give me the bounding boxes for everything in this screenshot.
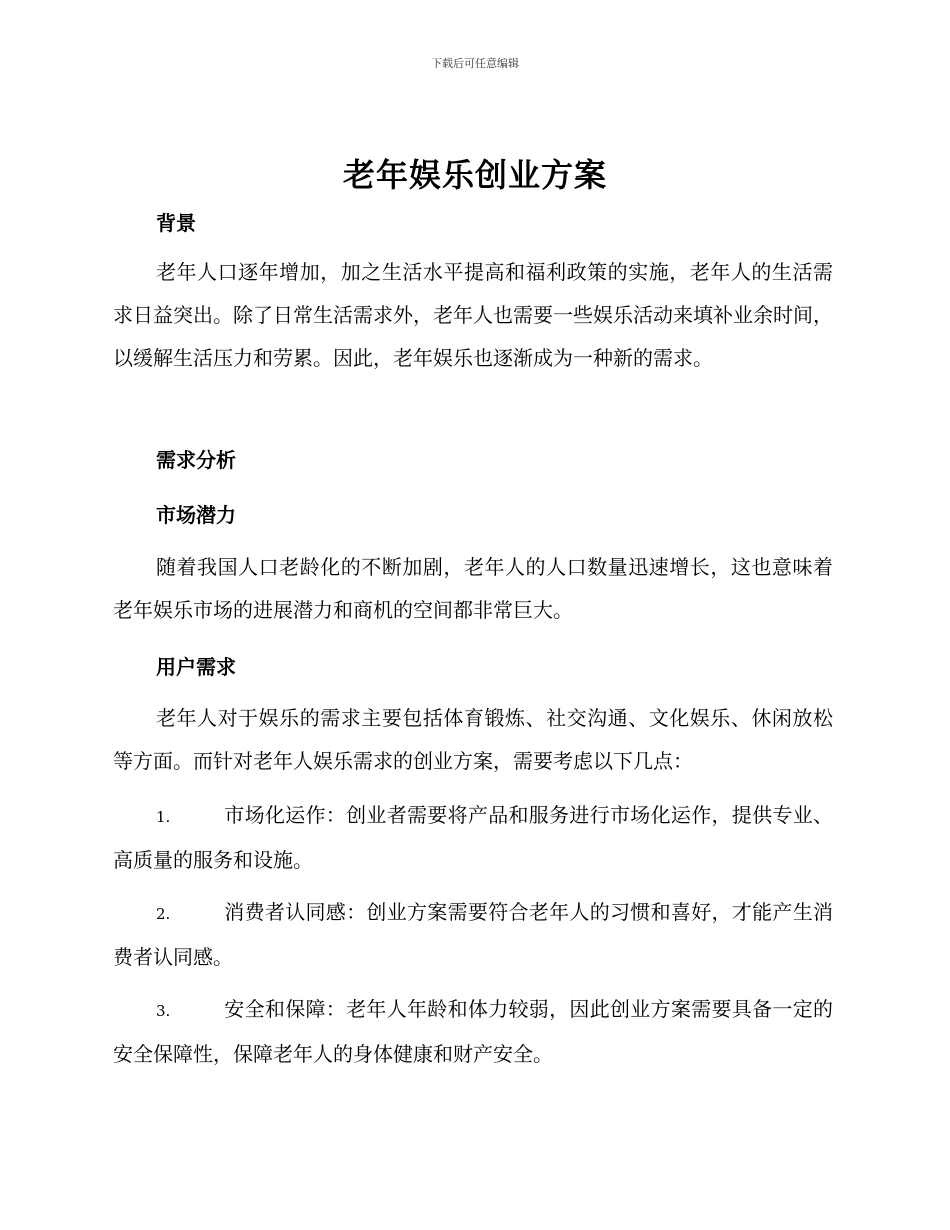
document-title: 老年娱乐创业方案 <box>342 156 607 194</box>
heading-market-potential: 市场潜力 <box>156 503 236 527</box>
list-item <box>113 988 833 1076</box>
heading-background: 背景 <box>156 211 196 235</box>
list-number: 2. <box>156 905 171 923</box>
paragraph-market-potential: 随着我国人口老龄化的不断加剧，老年人的人口数量迅速增长，这也意味着老年娱乐市场的进展潜力和商机的空间都非常巨大。 <box>113 555 833 622</box>
paragraph-user-demand: 老年人对于娱乐的需求主要包括体育锻炼、社交沟通、文化娱乐、休闲放松等方面。而针对老年人娱乐需求的创业方案，需要考虑以下几点： <box>113 706 833 773</box>
list-item <box>113 891 833 979</box>
list-text: 消费者认同感：创业方案需要符合老年人的习惯和喜好，才能产生消费者认同感。 <box>113 900 833 969</box>
list-text: 安全和保障：老年人年龄和体力较弱，因此创业方案需要具备一定的安全保障性，保障老年人的身体健康和财产安全。 <box>113 997 833 1066</box>
heading-user-demand: 用户需求 <box>156 655 236 679</box>
list-text: 市场化运作：创业者需要将产品和服务进行市场化运作，提供专业、高质量的服务和设施。 <box>113 803 833 872</box>
paragraph-background: 老年人口逐年增加，加之生活水平提高和福利政策的实施，老年人的生活需求日益突出。除了日常生活需求外，老年人也需要一些娱乐活动来填补业余时间，以缓解生活压力和劳累。因此，老年娱乐也逐渐成为一种新的需求。 <box>113 260 833 370</box>
header-note: 下载后可任意编辑 <box>431 57 519 70</box>
list-number: 1. <box>156 808 171 826</box>
list-number: 3. <box>156 1002 171 1020</box>
heading-demand-analysis: 需求分析 <box>156 448 236 472</box>
list-item <box>113 794 833 882</box>
